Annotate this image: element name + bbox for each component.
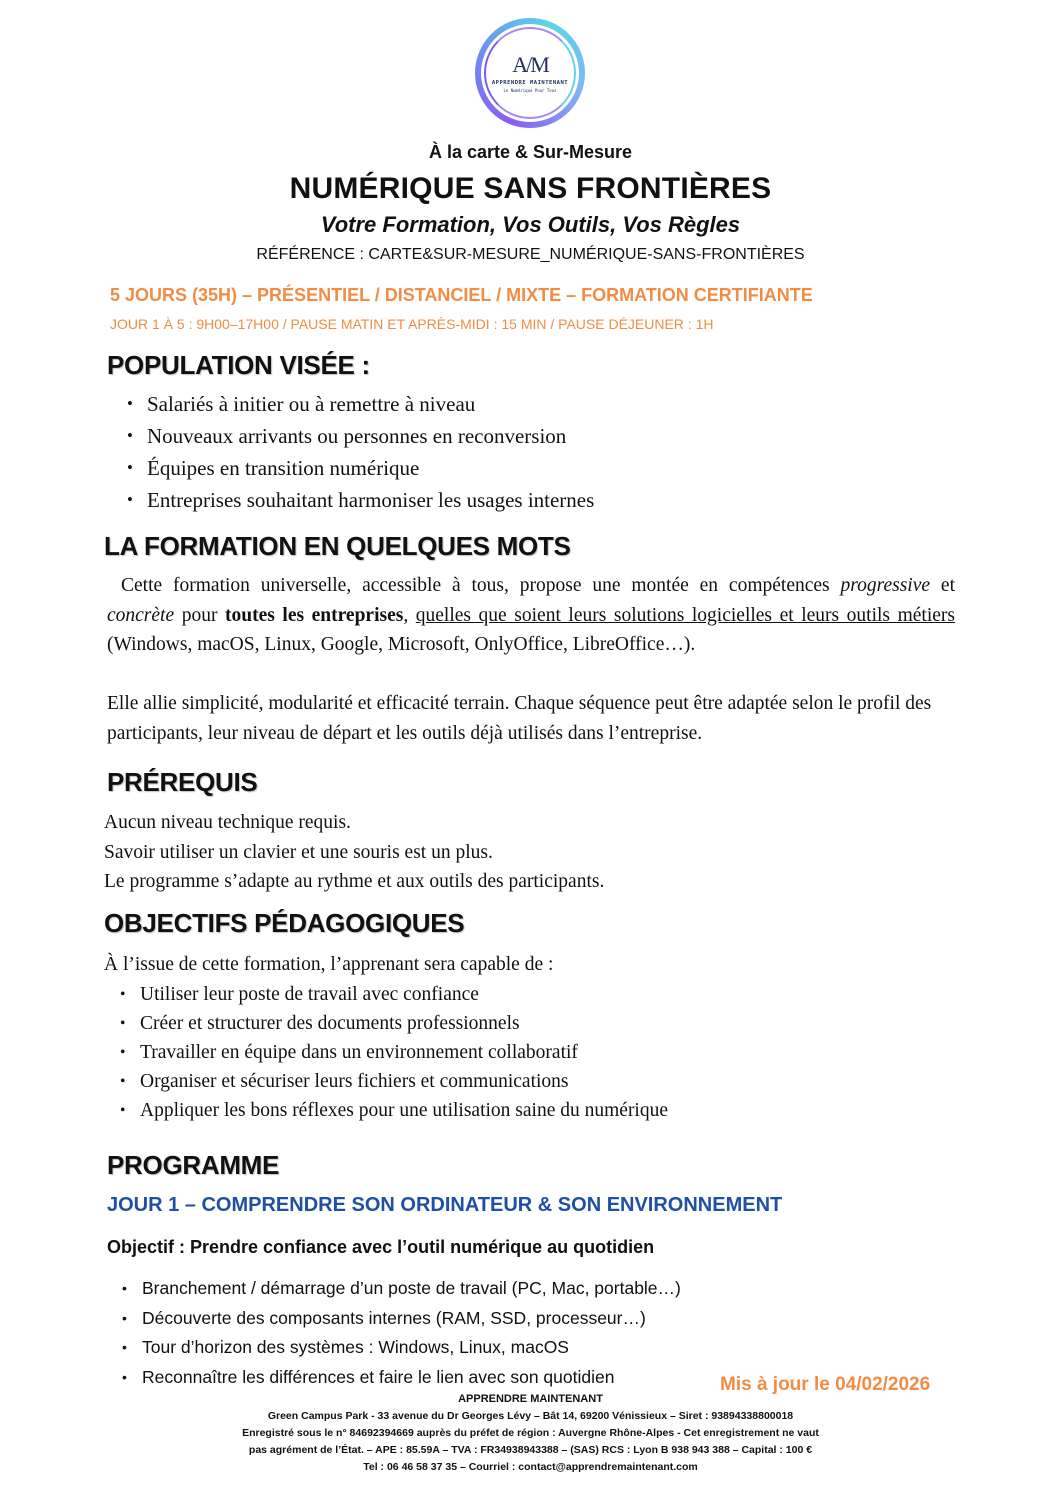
day-1-list xyxy=(120,1274,681,1392)
logo-monogram: A/M xyxy=(512,51,548,77)
reference: RÉFÉRENCE : CARTE&SUR-MESURE_NUMÉRIQUE-SANS-FRONTIÈRES xyxy=(256,246,805,263)
list-item: • Entreprises souhaitant harmoniser les usages internes xyxy=(125,484,594,516)
footer-address: Green Campus Park - 33 avenue du Dr Georges Lévy – Bât 14, 69200 Vénissieux – Siret : 93894338800018 xyxy=(267,1410,794,1422)
list-item: • Travailler en équipe dans un environnement collaboratif xyxy=(118,1038,668,1067)
heading-objectives: OBJECTIFS PÉDAGOGIQUES xyxy=(104,908,465,938)
logo-brand: APPRENDRE MAINTENANT xyxy=(491,79,569,86)
list-item: • Branchement / démarrage d’un poste de travail (PC, Mac, portable…) xyxy=(120,1274,681,1304)
page-title: NUMÉRIQUE SANS FRONTIÈRES xyxy=(289,172,772,205)
schedule-line: JOUR 1 À 5 : 9H00–17H00 / PAUSE MATIN ET APRÈS-MIDI : 15 MIN / PAUSE DÉJEUNER : 1H xyxy=(110,316,714,332)
list-item: • Équipes en transition numérique xyxy=(125,452,594,484)
overview-paragraph-2: Elle allie simplicité, modularité et efficacité terrain. Chaque séquence peut être adaptée selon le profil des participants, leur niveau de départ et les outils déjà utilisés dans l’entreprise. xyxy=(107,693,932,744)
day-1-title: JOUR 1 – COMPRENDRE SON ORDINATEUR & SON ENVIRONNEMENT xyxy=(107,1194,783,1216)
footer-contact: Tel : 06 46 58 37 35 – Courriel : contact@apprendremaintenant.com xyxy=(363,1461,698,1473)
kicker: À la carte & Sur-Mesure xyxy=(428,142,633,162)
heading-population: POPULATION VISÉE : xyxy=(107,350,370,380)
list-item: • Nouveaux arrivants ou personnes en reconversion xyxy=(125,420,594,452)
objectives-list xyxy=(118,980,668,1125)
footer xyxy=(0,1391,1061,1476)
footer-registration: Enregistré sous le n° 84692394669 auprès du préfet de région : Auvergne Rhône-Alpes - Cet enregistrement ne vaut xyxy=(242,1427,819,1439)
company-logo xyxy=(475,18,585,128)
heading-prerequisites: PRÉREQUIS xyxy=(107,767,258,797)
list-item: • Découverte des composants internes (RAM, SSD, processeur…) xyxy=(120,1304,681,1334)
heading-overview: LA FORMATION EN QUELQUES MOTS xyxy=(104,531,571,561)
list-item: • Tour d’horizon des systèmes : Windows, Linux, macOS xyxy=(120,1333,681,1363)
population-list xyxy=(125,388,594,516)
footer-org: APPRENDRE MAINTENANT xyxy=(458,1393,603,1405)
prerequisites-text: Aucun niveau technique requis. Savoir utiliser un clavier et une souris est un plus. Le programme s’adapte au rythme et aux outils des participants. xyxy=(104,812,605,892)
logo-tagline: Le Numérique Pour Tous xyxy=(503,87,557,93)
objectives-intro: À l’issue de cette formation, l’apprenant sera capable de : xyxy=(104,954,554,975)
footer-legal: pas agrément de l’État. – APE : 85.59A – TVA : FR34938943388 – (SAS) RCS : Lyon B 938 943 388 – Capital : 100 € xyxy=(248,1444,813,1456)
page-subtitle: Votre Formation, Vos Outils, Vos Règles xyxy=(320,212,741,237)
duration-line: 5 JOURS (35H) – PRÉSENTIEL / DISTANCIEL / MIXTE – FORMATION CERTIFIANTE xyxy=(110,285,813,305)
overview-paragraph-1: Cette formation universelle, accessible à tous, propose une montée en compétences progressive et concrète pour toutes les entreprises, quelles que soient leurs solutions logicielles et leurs outils métiers (Windows, macOS, Linux, Google, Microsoft, OnlyOffice, LibreOffice…). xyxy=(107,575,955,655)
list-item: • Créer et structurer des documents professionnels xyxy=(118,1009,668,1038)
list-item: • Organiser et sécuriser leurs fichiers et communications xyxy=(118,1067,668,1096)
day-1-goal: Objectif : Prendre confiance avec l’outil numérique au quotidien xyxy=(107,1237,655,1257)
list-item: • Utiliser leur poste de travail avec confiance xyxy=(118,980,668,1009)
heading-program: PROGRAMME xyxy=(107,1150,280,1180)
list-item: • Salariés à initier ou à remettre à niveau xyxy=(125,388,594,420)
updated-date: Mis à jour le 04/02/2026 xyxy=(720,1374,931,1395)
list-item: • Appliquer les bons réflexes pour une utilisation saine du numérique xyxy=(118,1096,668,1125)
list-item: • Reconnaître les différences et faire le lien avec son quotidien xyxy=(120,1363,681,1393)
